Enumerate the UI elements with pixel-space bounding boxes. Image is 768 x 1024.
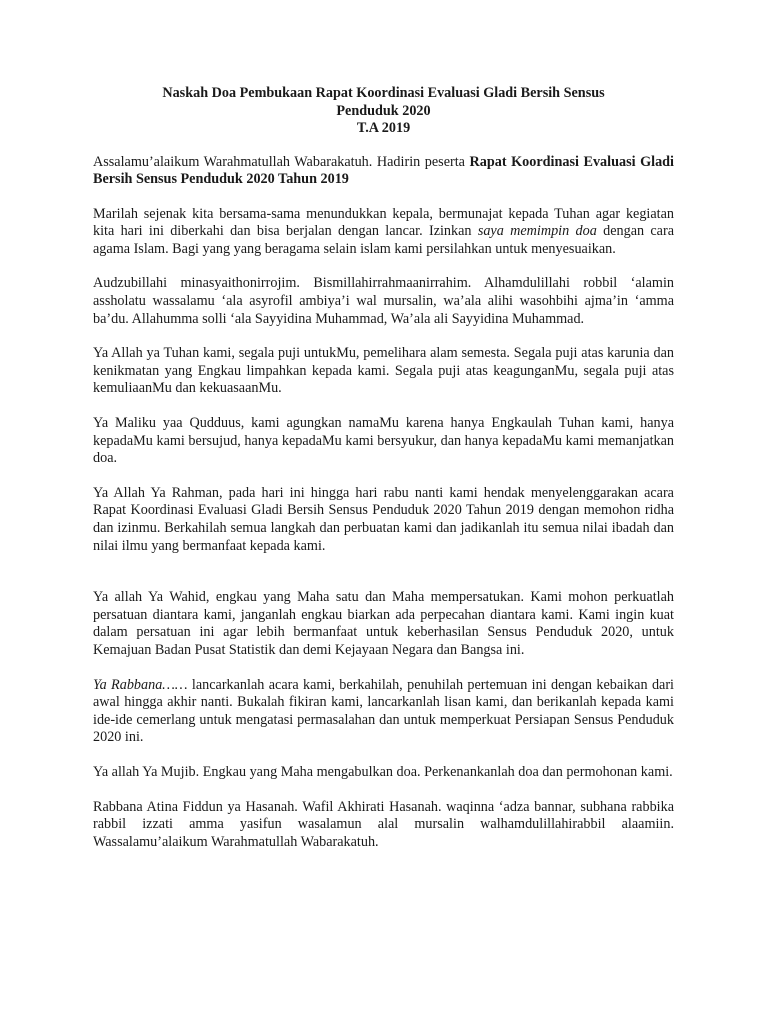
audzu-paragraph: Audzubillahi minasyaithonirrojim. Bismillahirrahmaanirrahim. Alhamdulillahi robbil ‘alamin assholatu wassalamu ‘ala asyrofil ambiya’i wal mursalin, wa’ala alihi wasohbihi ajma’in ‘amma ba’du. Allahumma solli ‘ala Sayyidina Muhammad, Wa’ala ali Sayyidina Muhammad.: [93, 275, 674, 327]
mujib-paragraph: Ya allah Ya Mujib. Engkau yang Maha mengabulkan doa. Perkenankanlah doa dan permohonan kami.: [93, 763, 673, 780]
intro-paragraph: [93, 206, 674, 259]
rabbana-text: lancarkanlah acara kami, berkahilah, penuhilah pertemuan ini dengan kebaikan dari awal hingga akhir nanti. Bukalah fikiran kami, lancarkanlah lisan kami, dan berikanlah kepada kami ide-ide cemerlang untuk mengatasi permasalahan dan untuk memperkuat Persiapan Sensus Penduduk 2020 ini.: [93, 676, 675, 746]
ya-allah-paragraph: Ya Allah ya Tuhan kami, segala puji untukMu, pemelihara alam semesta. Segala puji atas karunia dan kenikmatan yang Engkau limpahkan kepada kami. Segala puji atas keagunganMu, segala puji atas kemuliaanMu dan kekuasaanMu.: [93, 345, 674, 397]
rabbana-paragraph: [93, 677, 674, 747]
wahid-paragraph: Ya allah Ya Wahid, engkau yang Maha satu dan Maha mempersatukan. Kami mohon perkuatlah persatuan diantara kami, janganlah engkau biarkan ada perpecahan diantara kami. Kami ingin kuat dalam persatuan ini agar lebih bermanfaat untuk keberhasilan Sensus Penduduk 2020, untuk Kemajuan Badan Pusat Statistik dan demi Kejayaan Negara dan Bangsa ini.: [93, 589, 674, 658]
maliku-paragraph: Ya Maliku yaa Qudduus, kami agungkan namaMu karena hanya Engkaulah Tuhan kami, hanya kepadaMu kami bersujud, hanya kepadaMu kami bersyukur, dan hanya kepadaMu kami memanjatkan doa.: [93, 415, 674, 467]
title-line-1: Naskah Doa Pembukaan Rapat Koordinasi Evaluasi Gladi Bersih Sensus: [162, 85, 605, 101]
intro-text-before: Marilah sejenak kita bersama-sama menundukkan kepala, bermunajat kepada Tuhan agar kegiatan kita hari ini diberkahi dan bisa berjalan dengan lancar. Izinkan: [93, 205, 674, 240]
document-page: [93, 85, 674, 868]
intro-text-italic: saya memimpin doa: [477, 223, 597, 240]
title-line-2: Penduduk 2020: [336, 102, 431, 119]
rabbana-italic: Ya Rabbana……: [93, 676, 188, 693]
greeting-text: Assalamu’alaikum Warahmatullah Wabarakatuh. Hadirin peserta: [93, 153, 470, 170]
intro-text-after: dengan cara agama Islam. Bagi yang yang beragama selain islam kami persilahkan untuk menyesuaikan.: [93, 223, 674, 257]
closing-paragraph: Rabbana Atina Fiddun ya Hasanah. Wafil Akhirati Hasanah. waqinna ‘adza bannar, subhana rabbika rabbil izzati amma yasifun wasalamun alal mursalin walhamdulillahirabbil alaamiin. Wassalamu’alaikum Warahmatullah Wabarakatuh.: [93, 798, 674, 850]
greeting-paragraph: [93, 154, 674, 189]
title-line-3: T.A 2019: [356, 120, 411, 136]
document-title: [93, 85, 674, 138]
greeting-event-name: Rapat Koordinasi Evaluasi Gladi Bersih Sensus Penduduk 2020 Tahun 2019: [93, 153, 675, 188]
rahman-paragraph: Ya Allah Ya Rahman, pada hari ini hingga hari rabu nanti kami hendak menyelenggarakan acara Rapat Koordinasi Evaluasi Gladi Bersih Sensus Penduduk 2020 Tahun 2019 dengan memohon ridha dan izinmu. Berkahilah semua langkah dan perbuatan kami dan jadikanlah itu semua nilai ibadah dan nilai ilmu yang bermanfaat kepada kami.: [93, 484, 674, 554]
